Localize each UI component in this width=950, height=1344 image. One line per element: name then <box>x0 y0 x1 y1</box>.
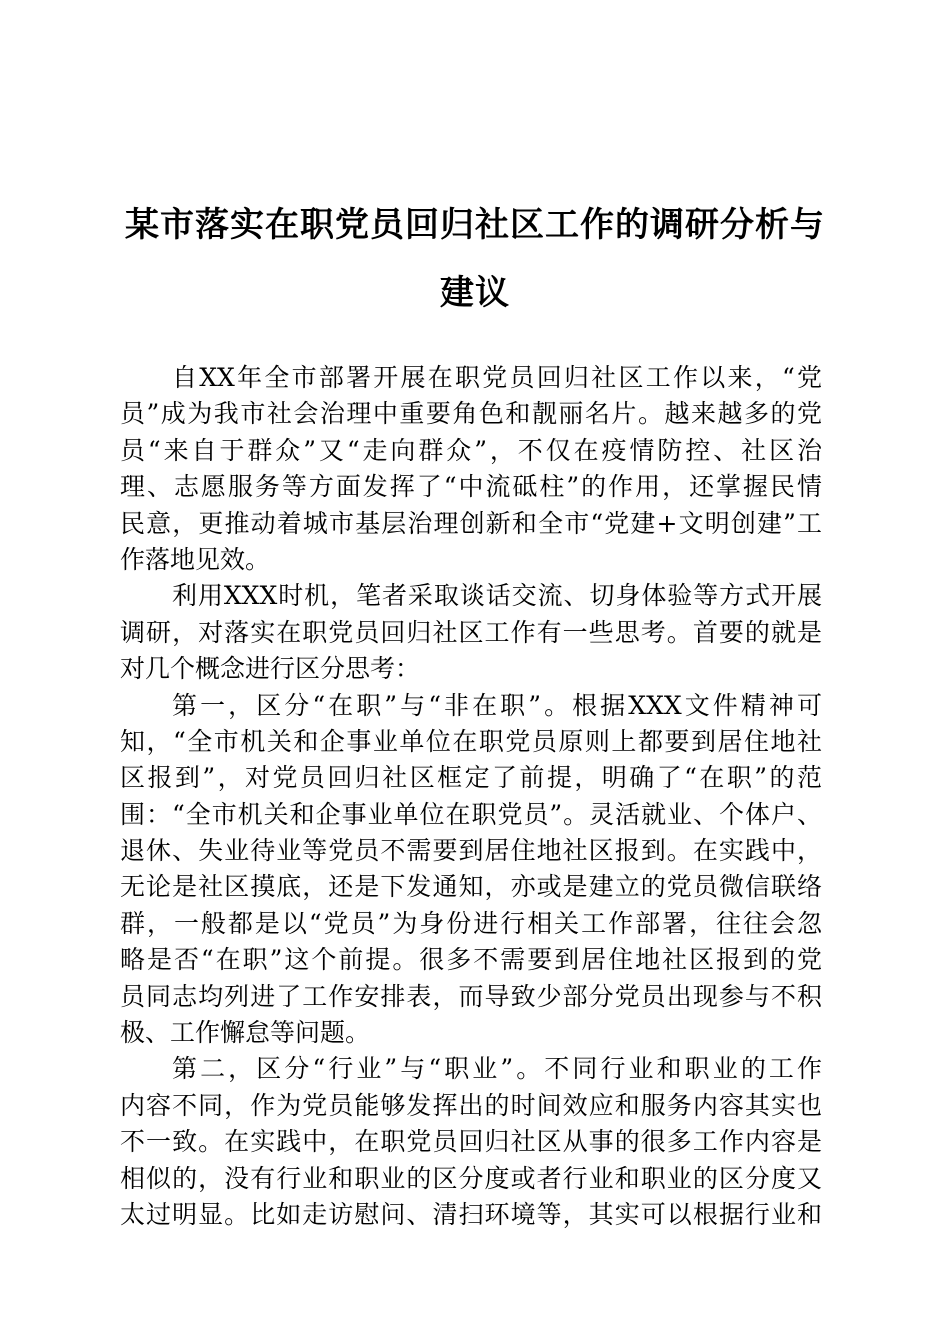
text-line: 群，一般都是以“党员”为身份进行相关工作部署，往往会忽 <box>120 908 822 938</box>
text-line: 员”成为我市社会治理中重要角色和靓丽名片。越来越多的党 <box>120 399 822 429</box>
text-line: 不一致。在实践中，在职党员回归社区从事的很多工作内容是 <box>120 1127 822 1157</box>
text-line: 利用XXX时机，笔者采取谈话交流、切身体验等方式开展 <box>172 581 822 611</box>
text-line: 略是否“在职”这个前提。很多不需要到居住地社区报到的党 <box>120 945 822 975</box>
text-line: 理、志愿服务等方面发挥了“中流砥柱”的作用，还掌握民情 <box>120 472 822 502</box>
document-title-line-2: 建议 <box>440 273 510 313</box>
text-line: 调研，对落实在职党员回归社区工作有一些思考。首要的就是 <box>120 617 822 647</box>
text-line: 民意，更推动着城市基层治理创新和全市“党建+文明创建”工 <box>120 508 822 538</box>
paragraph <box>120 1051 822 1233</box>
text-line: 员同志均列进了工作安排表，而导致少部分党员出现参与不积 <box>120 981 822 1011</box>
text-line: 无论是社区摸底，还是下发通知，亦或是建立的党员微信联络 <box>120 872 822 902</box>
document-title-line-1: 某市落实在职党员回归社区工作的调研分析与 <box>125 205 825 245</box>
text-line: 自XX年全市部署开展在职党员回归社区工作以来，“党 <box>172 363 822 392</box>
text-line: 极、工作懈怠等问题。 <box>120 1018 371 1048</box>
paragraph <box>120 578 822 687</box>
text-line: 区报到”，对党员回归社区框定了前提，明确了“在职”的范 <box>120 763 822 793</box>
paragraph <box>120 360 822 578</box>
text-line: 第二，区分“行业”与“职业”。不同行业和职业的工作 <box>172 1054 822 1084</box>
text-line: 内容不同，作为党员能够发挥出的时间效应和服务内容其实也 <box>120 1090 822 1120</box>
text-line: 相似的，没有行业和职业的区分度或者行业和职业的区分度又 <box>120 1163 822 1193</box>
text-line: 作落地见效。 <box>120 544 271 574</box>
text-line: 太过明显。比如走访慰问、清扫环境等，其实可以根据行业和 <box>120 1199 822 1229</box>
text-line: 知，“全市机关和企事业单位在职党员原则上都要到居住地社 <box>120 726 822 756</box>
text-line: 员“来自于群众”又“走向群众”，不仅在疫情防控、社区治 <box>120 435 822 465</box>
text-line: 围：“全市机关和企事业单位在职党员”。灵活就业、个体户、 <box>120 799 822 829</box>
text-line: 退休、失业待业等党员不需要到居住地社区报到。在实践中， <box>120 836 822 866</box>
document-body <box>120 360 822 1233</box>
text-line: 对几个概念进行区分思考： <box>120 654 421 684</box>
text-line: 第一，区分“在职”与“非在职”。根据XXX文件精神可 <box>172 690 822 720</box>
paragraph <box>120 688 822 1052</box>
